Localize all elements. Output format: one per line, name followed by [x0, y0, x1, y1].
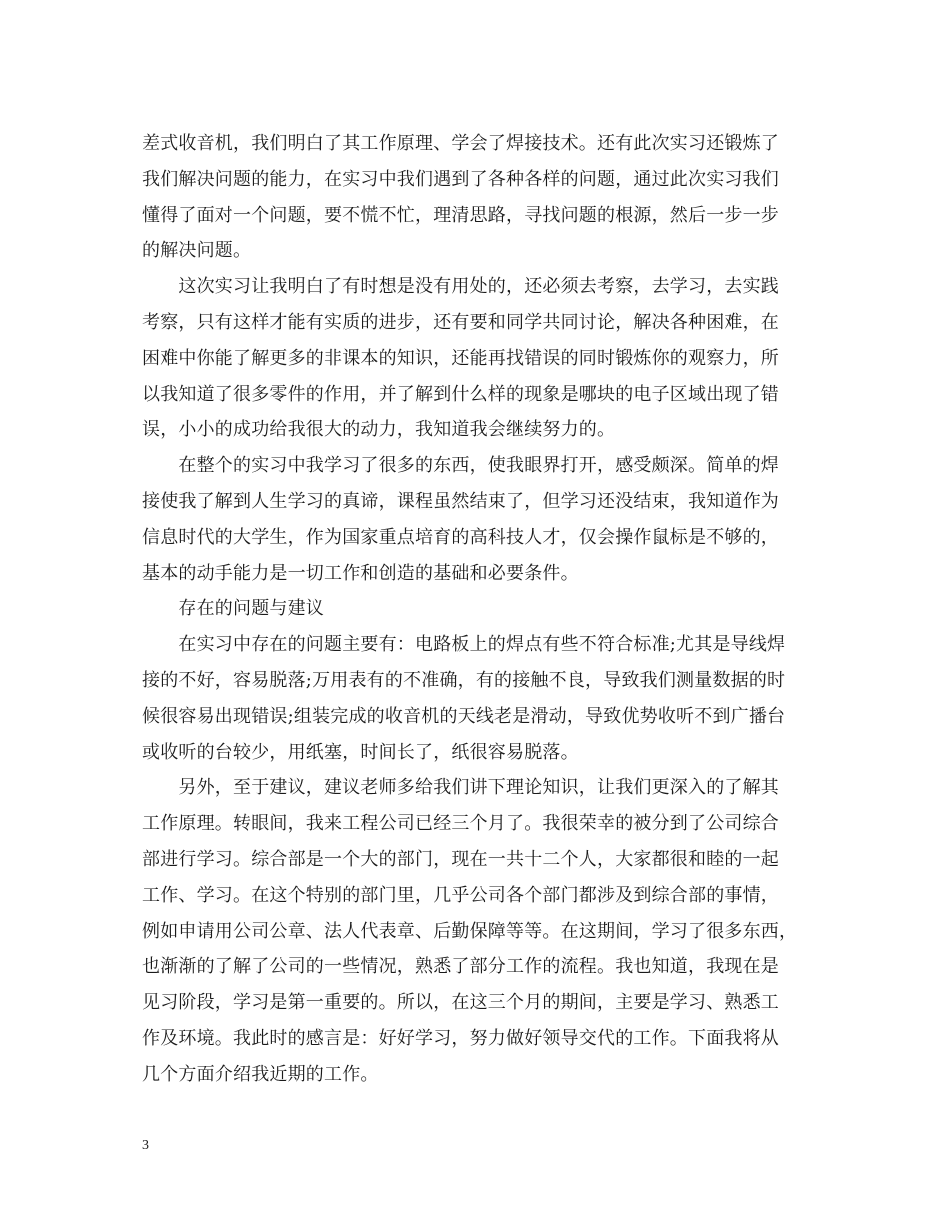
text-line: 作及环境。我此时的感言是：好好学习，努力做好领导交代的工作。下面我将从 [142, 1027, 779, 1049]
text-line: 以我知道了很多零件的作用，并了解到什么样的现象是哪块的电子区域出现了错 [142, 383, 779, 405]
text-line: 另外，至于建议，建议老师多给我们讲下理论知识，让我们更深入的了解其 [142, 777, 779, 799]
text-line: 困难中你能了解更多的非课本的知识，还能再找错误的同时锻炼你的观察力，所 [142, 347, 779, 369]
document-body [142, 126, 810, 1093]
text-line: 几个方面介绍我近期的工作。 [142, 1063, 379, 1085]
text-line: 部进行学习。综合部是一个大的部门，现在一共十二个人，大家都很和睦的一起 [142, 848, 779, 870]
section-heading: 存在的问题与建议 [142, 598, 324, 620]
text-line: 也渐渐的了解了公司的一些情况，熟悉了部分工作的流程。我也知道，我现在是 [142, 956, 779, 978]
text-line: 这次实习让我明白了有时想是没有用处的，还必须去考察，去学习，去实践 [142, 276, 779, 298]
text-line: 见习阶段，学习是第一重要的。所以，在这三个月的期间，主要是学习、熟悉工 [142, 992, 779, 1014]
text-line: 在实习中存在的问题主要有：电路板上的焊点有些不符合标准;尤其是导线焊 [142, 634, 786, 656]
text-line: 候很容易出现错误;组装完成的收音机的天线老是滑动，导致优势收听不到广播台 [142, 705, 786, 727]
text-line: 接使我了解到人生学习的真谛，课程虽然结束了，但学习还没结束，我知道作为 [142, 490, 779, 512]
text-line: 例如申请用公司公章、法人代表章、后勤保障等等。在这期间，学习了很多东西， [142, 920, 798, 942]
text-line: 接的不好，容易脱落;万用表有的不准确，有的接触不良，导致我们测量数据的时 [142, 669, 786, 691]
text-line: 工作、学习。在这个特别的部门里，几乎公司各个部门都涉及到综合部的事情， [142, 884, 779, 906]
text-line: 工作原理。转眼间，我来工程公司已经三个月了。我很荣幸的被分到了公司综合 [142, 813, 779, 835]
text-line: 或收听的台较少，用纸塞，时间长了，纸很容易脱落。 [142, 741, 579, 763]
text-line: 在整个的实习中我学习了很多的东西，使我眼界打开，感受颇深。简单的焊 [142, 455, 779, 477]
text-line: 差式收音机，我们明白了其工作原理、学会了焊接技术。还有此次实习还锻炼了 [142, 133, 779, 154]
text-line: 我们解决问题的能力，在实习中我们遇到了各种各样的问题，通过此次实习我们 [142, 168, 779, 190]
text-line: 懂得了面对一个问题，要不慌不忙，理清思路，寻找问题的根源，然后一步一步 [142, 204, 779, 226]
page-number: 3 [142, 1138, 149, 1153]
text-line: 的解决问题。 [142, 240, 252, 262]
text-line: 考察，只有这样才能有实质的进步，还有要和同学共同讨论，解决各种困难，在 [142, 311, 779, 333]
text-line: 误，小小的成功给我很大的动力，我知道我会继续努力的。 [142, 419, 616, 441]
text-line: 基本的动手能力是一切工作和创造的基础和必要条件。 [142, 562, 579, 584]
text-line: 信息时代的大学生，作为国家重点培育的高科技人才，仅会操作鼠标是不够的， [142, 526, 779, 548]
